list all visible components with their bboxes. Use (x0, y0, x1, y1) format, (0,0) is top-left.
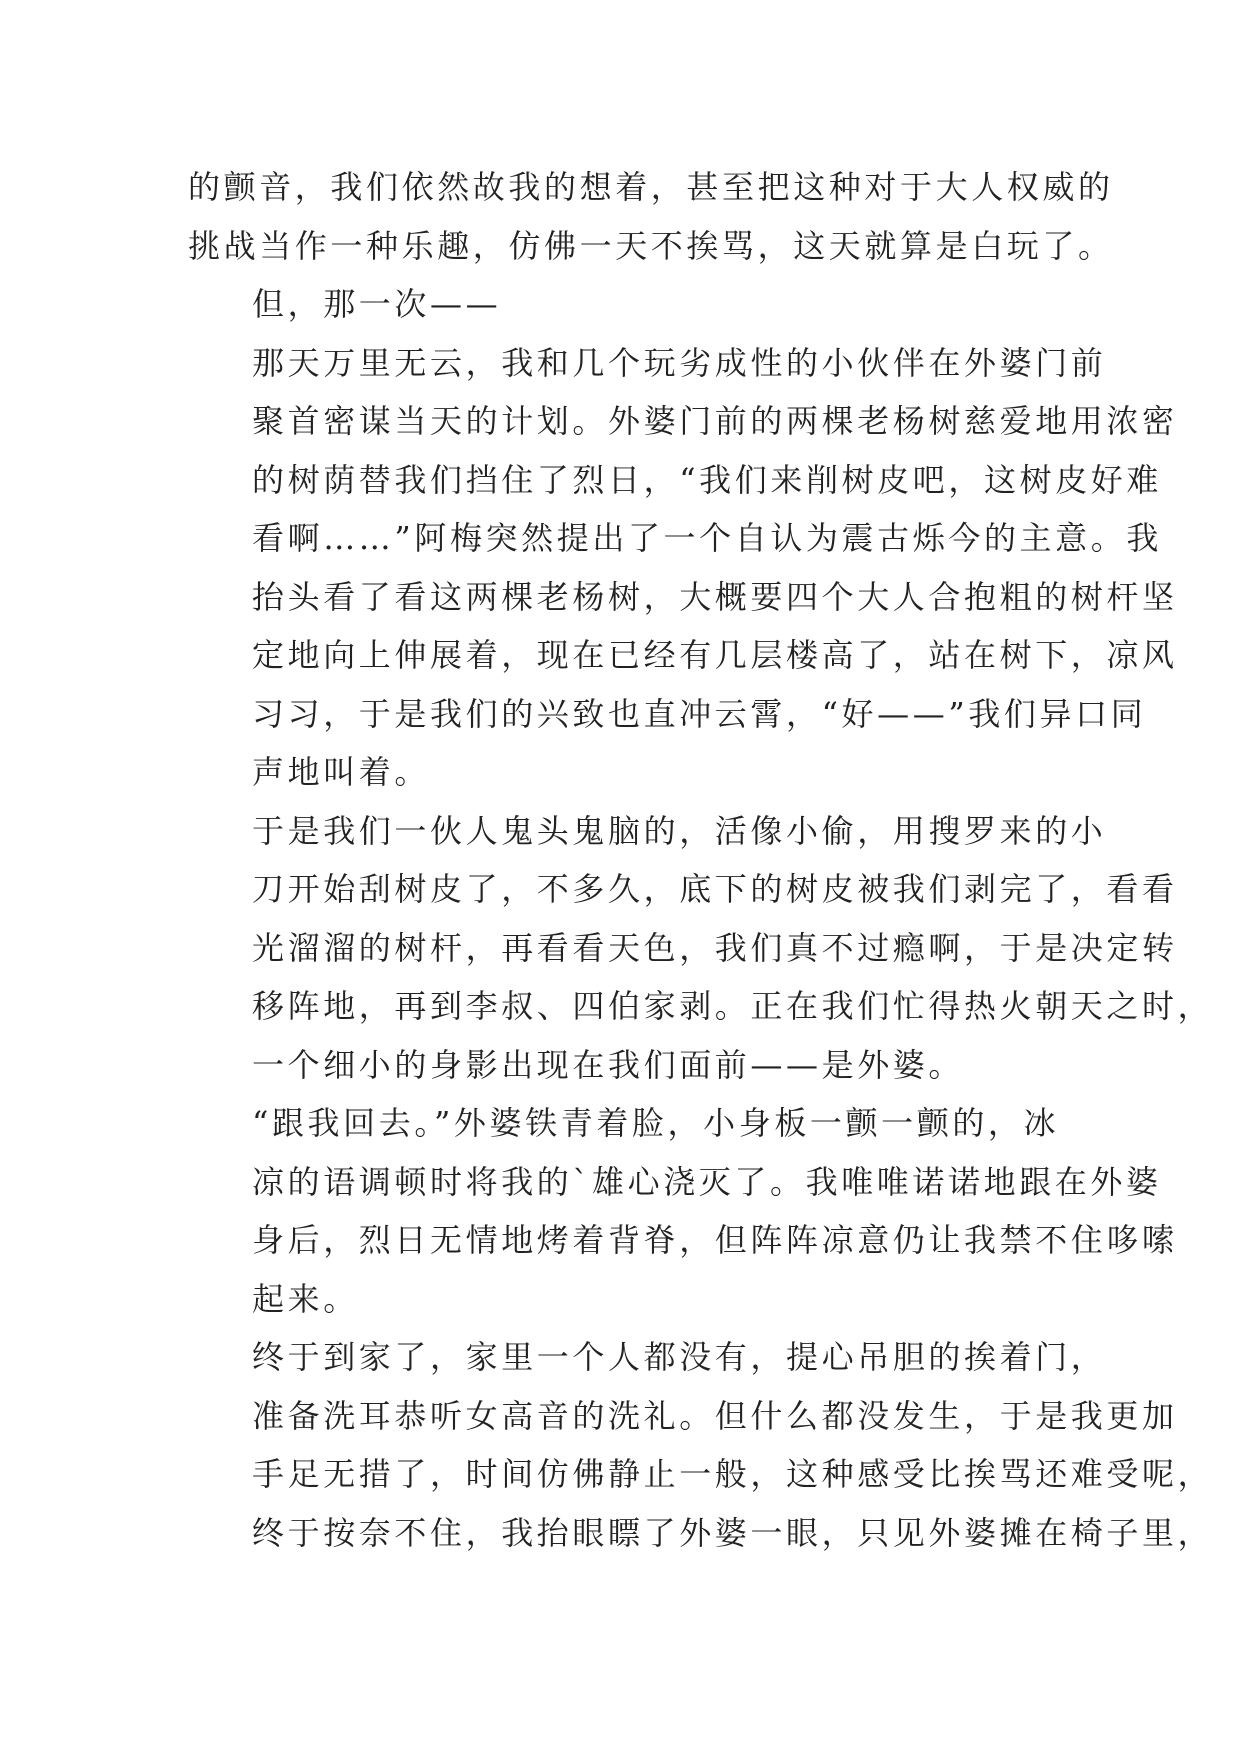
text-line: 手足无措了，时间仿佛静止一般，这种感受比挨骂还难受呢， (252, 1455, 1214, 1493)
text-line: 光溜溜的树杆，再看看天色，我们真不过瘾啊，于是决定转 (252, 928, 1178, 967)
text-line: 看啊……”阿梅突然提出了一个自认为震古烁今的主意。我 (252, 519, 1162, 557)
paragraph (188, 1328, 1214, 1562)
body-text (188, 158, 1214, 1562)
text-line: 那天万里无云，我和几个玩劣成性的小伙伴在外婆门前 (252, 343, 1107, 382)
text-line: “跟我回去。”外婆铁青着脸，小身板一颤一颤的，冰 (252, 1104, 1060, 1142)
text-line: 但，那一次—— (252, 285, 502, 323)
text-line: 准备洗耳恭听女高音的洗礼。但什么都没发生，于是我更加 (252, 1396, 1178, 1435)
paragraph (188, 1094, 1178, 1328)
text-line: 聚首密谋当天的计划。外婆门前的两棵老杨树慈爱地用浓密 (252, 402, 1178, 440)
text-line: 起来。 (252, 1279, 359, 1318)
paragraph (188, 158, 1114, 275)
paragraph (188, 802, 1214, 1095)
text-line: 移阵地，再到李叔、四伯家剥。正在我们忙得热火朝天之时， (252, 987, 1214, 1025)
text-line: 终于按奈不住，我抬眼瞟了外婆一眼，只见外婆摊在椅子里， (252, 1513, 1214, 1552)
text-line: 声地叫着。 (252, 753, 431, 791)
text-line: 于是我们一伙人鬼头鬼脑的，活像小偷，用搜罗来的小 (252, 811, 1107, 850)
text-line: 刀开始刮树皮了，不多久，底下的树皮被我们剥完了，看看 (252, 870, 1178, 908)
text-line: 的树荫替我们挡住了烈日，“我们来削树皮吧，这树皮好难 (252, 460, 1162, 499)
text-line: 抬头看了看这两棵老杨树，大概要四个大人合抱粗的树杆坚 (252, 577, 1178, 616)
text-line: 终于到家了，家里一个人都没有，提心吊胆的挨着门， (252, 1338, 1107, 1376)
text-line: 挑战当作一种乐趣，仿佛一天不挨骂，这天就算是白玩了。 (188, 226, 1114, 265)
paragraph (188, 334, 1178, 802)
text-line: 定地向上伸展着，现在已经有几层楼高了，站在树下，凉风 (252, 636, 1178, 674)
text-line: 一个细小的身影出现在我们面前——是外婆。 (252, 1045, 965, 1084)
text-line: 身后，烈日无情地烤着背脊，但阵阵凉意仍让我禁不住哆嗦 (252, 1221, 1178, 1259)
text-line: 凉的语调顿时将我的`雄心浇灭了。我唯唯诺诺地跟在外婆 (252, 1162, 1162, 1201)
text-line: 习习，于是我们的兴致也直冲云霄，“好——”我们异口同 (252, 694, 1147, 733)
text-line: 的颤音，我们依然故我的想着，甚至把这种对于大人权威的 (188, 168, 1114, 206)
paragraph (188, 275, 1068, 334)
